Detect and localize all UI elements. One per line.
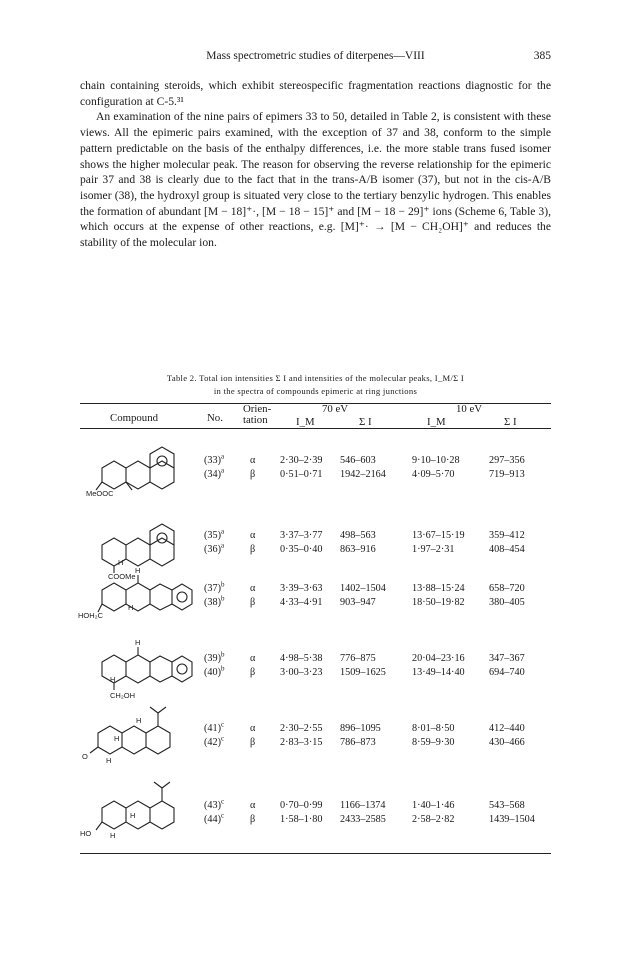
row-33-im-70: 2·30–2·39 [280,455,323,466]
column-header-orientation-1: Orien- [243,403,272,415]
row-41-no: $(41)^c$ [204,720,225,734]
row-36-im-10: 1·97–2·31 [412,544,455,555]
structure-37-38 [78,560,194,620]
row-44-im-70: 1·58–1·80 [280,814,323,825]
row-40-no: $(40)^b$ [204,664,225,678]
row-39-im-10: 20·04–23·16 [412,653,465,664]
column-header-im-10: I_M [427,416,446,428]
table-caption [80,372,551,398]
row-43-orientation: α [250,800,256,811]
row-37-sum-70: 1402–1504 [340,583,386,594]
structure-label-h-2: H [110,831,116,840]
row-37-no: $(37)^b$ [204,580,225,594]
row-38-orientation: β [250,597,256,608]
row-44-orientation: β [250,814,256,825]
row-41-sum-10: 412–440 [489,723,525,734]
row-40-im-10: 13·49–14·40 [412,667,465,678]
row-39-orientation: α [250,653,256,664]
column-header-im-70: I_M [296,416,315,428]
row-40-sum-10: 694–740 [489,667,525,678]
structure-label-h-top: H [135,566,141,575]
structure-label-o: O [82,752,88,761]
table-caption-line-1: Table 2. Total ion intensities Σ I and intensities of the molecular peaks, I_M/Σ I [166,373,465,383]
structure-label-h-top: H [135,638,141,647]
row-33-orientation: α [250,455,256,466]
row-43-no: $(43)^c$ [204,797,225,811]
row-38-im-70: 4·33–4·91 [280,597,323,608]
row-36-im-70: 0·35–0·40 [280,544,323,555]
row-33-no: $(33)^a$ [204,452,225,466]
structure-label-ho: HO [80,829,92,838]
row-41-sum-70: 896–1095 [340,723,381,734]
row-35-sum-70: 498–563 [340,530,376,541]
row-38-sum-70: 903–947 [340,597,376,608]
row-42-sum-10: 430–466 [489,737,525,748]
row-40-sum-70: 1509–1625 [340,667,386,678]
row-42-im-10: 8·59–9·30 [412,737,455,748]
row-35-im-70: 3·37–3·77 [280,530,323,541]
column-header-10ev: 10 eV [456,403,483,415]
column-header-sum-70: Σ I [359,416,372,428]
row-34-sum-70: 1942–2164 [340,469,386,480]
structure-label-hoh2c: HOH₂C [78,611,103,620]
row-36-sum-10: 408–454 [489,544,525,555]
row-33-im-10: 9·10–10·28 [412,455,460,466]
column-header-70ev: 70 eV [322,403,349,415]
row-37-orientation: α [250,583,256,594]
row-41-orientation: α [250,723,256,734]
row-35-orientation: α [250,530,256,541]
structure-33-34 [86,438,192,498]
column-header-orientation-2: tation [243,414,268,426]
structure-43-44 [80,778,192,840]
row-44-sum-70: 2433–2585 [340,814,386,825]
table-header-rule [80,428,551,429]
table-bottom-rule [80,853,551,854]
row-33-sum-10: 297–356 [489,455,525,466]
row-37-im-70: 3·39–3·63 [280,583,323,594]
column-header-no: No. [207,412,223,424]
structure-label-h-mid: H [128,603,134,612]
row-40-im-70: 3·00–3·23 [280,667,323,678]
row-33-sum-70: 546–603 [340,455,376,466]
row-43-sum-70: 1166–1374 [340,800,386,811]
page-number: 385 [533,50,551,62]
row-44-im-10: 2·58–2·82 [412,814,455,825]
structure-41-42 [82,703,188,765]
running-title: Mass spectrometric studies of diterpenes—VIII [206,50,425,62]
row-41-im-70: 2·30–2·55 [280,723,323,734]
row-42-sum-70: 786–873 [340,737,376,748]
row-39-im-70: 4·98–5·38 [280,653,323,664]
structure-label-h-3: H [106,756,112,765]
row-42-no: $(42)^c$ [204,734,225,748]
row-35-sum-10: 359–412 [489,530,525,541]
row-38-no: $(38)^b$ [204,594,225,608]
row-42-im-70: 2·83–3·15 [280,737,323,748]
structure-label-meooc: MeOOC [86,489,114,498]
table-caption-line-2: in the spectra of compounds epimeric at ring junctions [213,386,418,396]
row-40-orientation: β [250,667,256,678]
row-44-sum-10: 1439–1504 [489,814,535,825]
paragraph-2: An examination of the nine pairs of epimers 33 to 50, detailed in Table 2, is consistent with these views. All the epimeric pairs examined, with the exception of 37 and 38, conform to the simple pattern predictable on the basis of the enthalpy differences, i.e. the more stable trans fused isomer shows the higher molecular peak. The reason for observing the reverse relationship for the epimeric pair 37 and 38 is clearly due to the fact that in the trans-A/B isomer (37), but not in the cis-A/B isomer (38), the hydroxyl group is situated very close to the tertiary benzylic hydrogen. This enables the formation of abundant [M − 18]⁺·, [M − 18 − 15]⁺ and [M − 18 − 29]⁺ ions (Scheme 6, Table 3), which occurs at the expense of other reactions, e.g. [M]⁺· → [M − CH₂OH]⁺ and reduces the stability of the molecular ion. [80,110,551,250]
row-39-sum-10: 347–367 [489,653,525,664]
row-44-no: $(44)^c$ [204,811,225,825]
structure-39-40 [84,632,194,700]
row-36-sum-70: 863–916 [340,544,376,555]
structure-label-ch2oh: CH₂OH [110,691,135,700]
row-35-no: $(35)^a$ [204,527,225,541]
column-header-compound: Compound [110,412,158,424]
row-43-im-70: 0·70–0·99 [280,800,323,811]
row-34-no: $(34)^a$ [204,466,225,480]
row-34-im-70: 0·51–0·71 [280,469,323,480]
row-39-no: $(39)^b$ [204,650,225,664]
running-header [80,50,551,66]
row-37-im-10: 13·88–15·24 [412,583,465,594]
row-34-sum-10: 719–913 [489,469,525,480]
row-42-orientation: β [250,737,256,748]
row-41-im-10: 8·01–8·50 [412,723,455,734]
structure-label-h: H [118,558,124,567]
row-38-im-10: 18·50–19·82 [412,597,465,608]
row-38-sum-10: 380–405 [489,597,525,608]
row-43-sum-10: 543–568 [489,800,525,811]
row-36-orientation: β [250,544,256,555]
row-39-sum-70: 776–875 [340,653,376,664]
paragraph-1: chain containing steroids, which exhibit stereospecific fragmentation reactions diagnostic for the configuration at C-5.³¹ [80,79,551,108]
structure-label-h-1: H [130,811,136,820]
structure-label-h-mid: H [110,675,116,684]
row-36-no: $(36)^a$ [204,541,225,555]
row-37-sum-10: 658–720 [489,583,525,594]
body-text [80,78,551,251]
row-34-orientation: β [250,469,256,480]
structure-label-h-2: H [114,734,120,743]
row-43-im-10: 1·40–1·46 [412,800,455,811]
row-35-im-10: 13·67–15·19 [412,530,465,541]
structure-label-h-1: H [136,716,142,725]
row-34-im-10: 4·09–5·70 [412,469,455,480]
column-header-sum-10: Σ I [504,416,517,428]
structure-label-coome: COOMe [108,572,136,581]
